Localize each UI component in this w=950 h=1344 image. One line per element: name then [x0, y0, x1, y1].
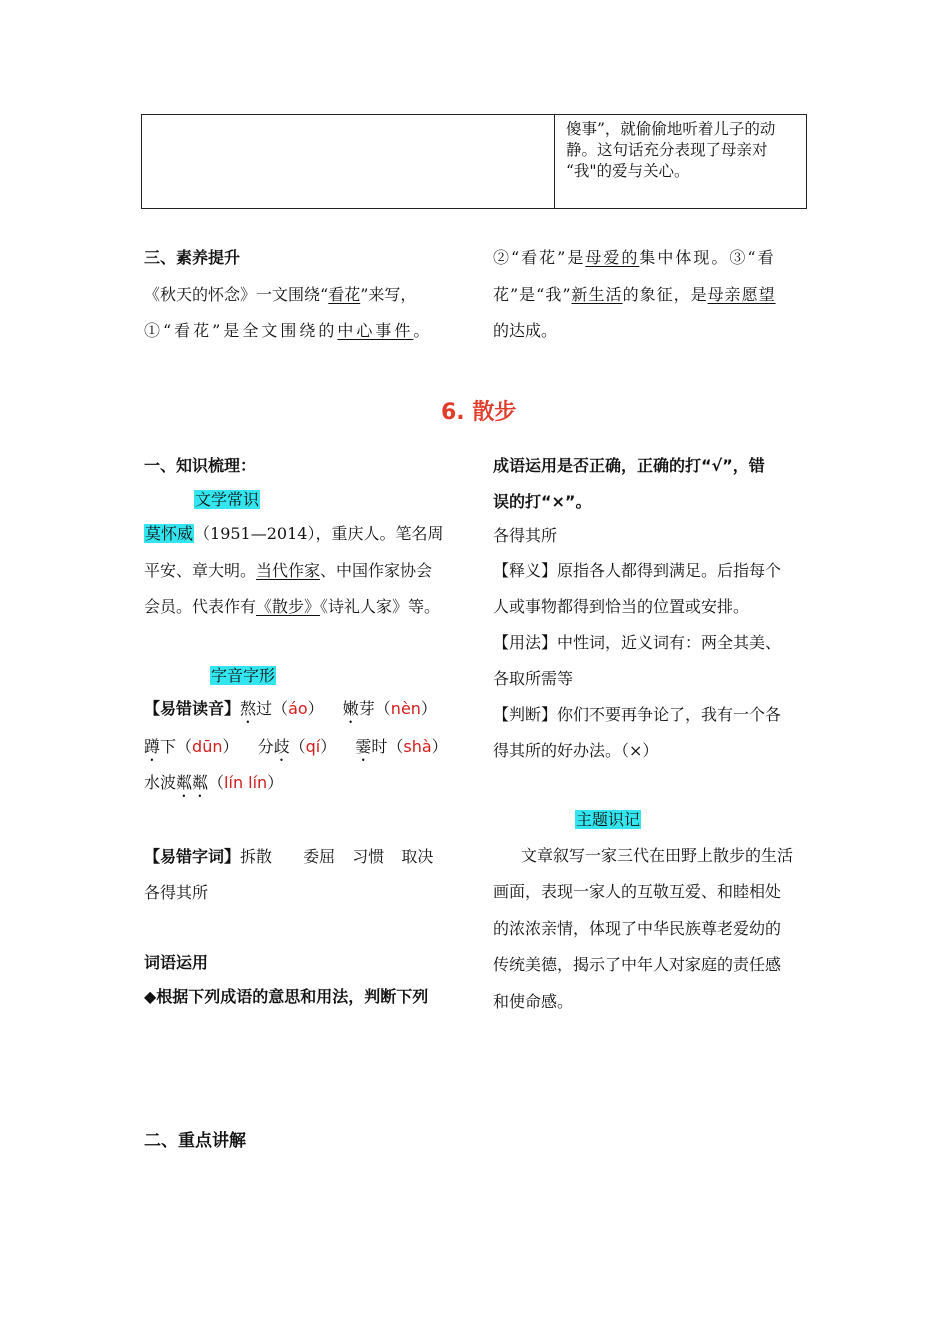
- word: 水波: [144, 773, 177, 792]
- word: 分: [257, 737, 274, 756]
- section3-line1: [144, 284, 416, 306]
- pinyin: nèn: [390, 699, 421, 718]
- tag-theme: [575, 809, 641, 831]
- tag-text: 主题识记: [576, 810, 641, 829]
- word: 芽: [358, 699, 375, 718]
- text: 平安、章大明。: [144, 561, 257, 580]
- table-divider: [554, 115, 555, 208]
- text: ”来写，: [360, 285, 417, 304]
- text: 集中体现。③“看: [639, 248, 776, 267]
- idiom-usage-2: 各取所需等: [493, 669, 574, 688]
- underlined-text: 母爱的: [585, 248, 640, 267]
- text: 《秋天的怀念》一文围绕“: [144, 285, 329, 304]
- lesson-title: 6. 散步: [441, 400, 517, 425]
- knowledge-heading: 一、知识梳理：: [144, 456, 257, 475]
- tag-literature: [194, 489, 260, 511]
- underlined-text: 新生活: [571, 285, 623, 304]
- continuation-table: [141, 114, 807, 209]
- word: 下: [160, 737, 177, 756]
- word: 霎: [355, 737, 372, 756]
- idiom-title: 各得其所: [493, 526, 558, 545]
- text: ②“看花”是: [493, 248, 586, 267]
- text: 、中国作家协会: [320, 561, 433, 580]
- word-usage-heading: 词语运用: [144, 953, 209, 972]
- tag-pronunciation: [210, 665, 276, 687]
- pinyin: qí: [305, 737, 321, 756]
- task-continued-2: 误的打“×”。: [493, 492, 592, 511]
- underlined-text: 母亲愿望: [707, 285, 776, 304]
- bio-line3: [144, 596, 440, 618]
- section3-right-line2: [493, 284, 776, 306]
- word: 嫩: [342, 699, 359, 718]
- section3-right-line3: 的达成。: [493, 321, 558, 340]
- tag-text: 文学常识: [195, 490, 260, 509]
- mistake-words-line: [144, 846, 433, 868]
- idiom-usage-1: 【用法】中性词，近义词有：两全其美、: [493, 633, 782, 652]
- cell-line: “我"的爱与关心。: [566, 162, 690, 180]
- table-cell-right: [566, 119, 796, 182]
- pinyin: lín lín: [224, 773, 268, 792]
- text: ①“看花”是全文围绕的: [144, 321, 338, 340]
- word: 蹲: [144, 737, 161, 756]
- bio-line2: [144, 560, 432, 582]
- pron-line1: 【易错读音】熬过（áo） 嫩芽（nèn）: [144, 699, 437, 718]
- cell-line: 静。这句话充分表现了母亲对: [566, 141, 768, 159]
- theme-line: 文章叙写一家三代在田野上散步的生活: [521, 846, 794, 865]
- underlined-text: 《散步》: [256, 597, 321, 616]
- text: 的象征，是: [622, 285, 708, 304]
- word: 熬: [240, 699, 257, 718]
- pinyin: shà: [403, 737, 432, 756]
- pinyin: dūn: [192, 737, 223, 756]
- idiom-judgement-1: 【判断】你们不要再争论了，我有一个各: [493, 705, 782, 724]
- word: 歧: [273, 737, 290, 756]
- word: 取决: [401, 847, 434, 866]
- section3-heading: 三、素养提升: [144, 248, 241, 267]
- pron-line2: 蹲下（dūn） 分歧（qí） 霎时（shà）: [144, 737, 448, 756]
- theme-line: 画面，表现一家人的互敬互爱、和睦相处: [493, 882, 782, 901]
- label: 【易错字词】: [144, 847, 241, 866]
- underlined-text: 当代作家: [256, 561, 321, 580]
- word: 粼粼: [176, 773, 209, 792]
- text: 《诗礼人家》等。: [320, 597, 441, 616]
- task-continued-1: 成语运用是否正确，正确的打“√”，错: [493, 456, 765, 475]
- word: 时: [371, 737, 388, 756]
- idiom-meaning-2: 人或事物都得到恰当的位置或安排。: [493, 597, 750, 616]
- bio-line1: [144, 523, 443, 545]
- section2-heading: 二、重点讲解: [144, 1131, 246, 1151]
- author-name: 莫怀威: [145, 524, 194, 543]
- theme-line: 的浓浓亲情，体现了中华民族尊老爱幼的: [493, 919, 782, 938]
- idiom-meaning-1: 【释义】原指各人都得到满足。后指每个: [493, 561, 782, 580]
- pron-line3: 水波粼粼（lín lín）: [144, 773, 284, 792]
- cell-line: 傻事”，就偷偷地听着儿子的动: [566, 120, 776, 138]
- theme-line: 传统美德，揭示了中年人对家庭的责任感: [493, 955, 782, 974]
- underlined-text: 中心事件: [337, 321, 414, 340]
- text: 花”是“我”: [493, 285, 572, 304]
- word: 委屈: [303, 847, 336, 866]
- section3-line2: [144, 320, 432, 342]
- text: （1951—2014），重庆人。笔名周: [194, 524, 444, 543]
- text: 。: [413, 321, 433, 340]
- label: 【易错读音】: [144, 699, 241, 718]
- mistake-words-line2: 各得其所: [144, 883, 209, 902]
- word: 过: [256, 699, 273, 718]
- task-instruction: ◆根据下列成语的意思和用法，判断下列: [144, 987, 429, 1006]
- word: 拆散: [240, 847, 273, 866]
- tag-text: 字音字形: [211, 666, 276, 685]
- word: 习惯: [352, 847, 385, 866]
- theme-line: 和使命感。: [493, 992, 574, 1011]
- text: 会员。代表作有: [144, 597, 257, 616]
- idiom-judgement-2: 得其所的好办法。（×）: [493, 741, 659, 760]
- pinyin: áo: [288, 699, 308, 718]
- section3-right-line1: [493, 247, 776, 269]
- underlined-text: 看花: [328, 285, 361, 304]
